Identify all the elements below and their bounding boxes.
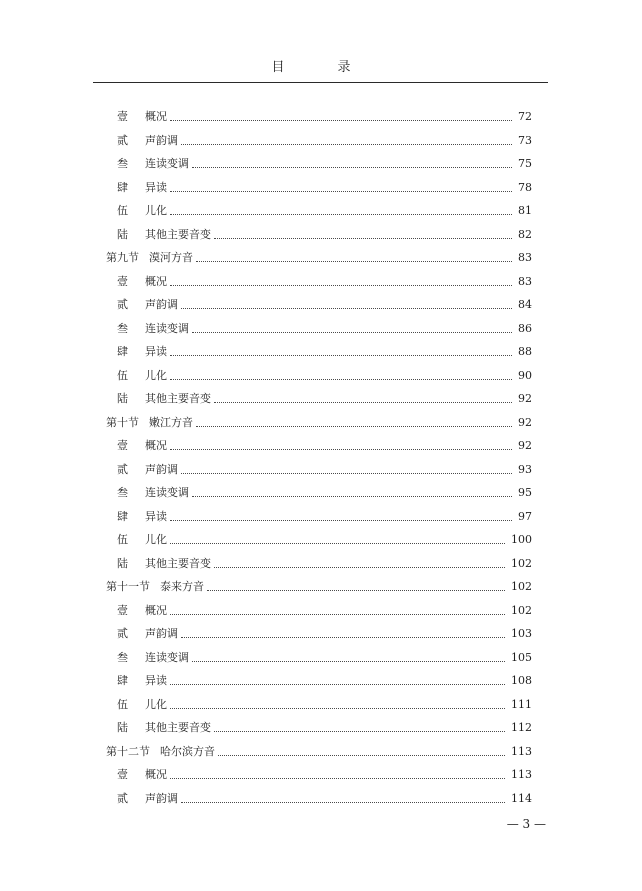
toc-subsection-title: 其他主要音变 bbox=[145, 556, 211, 570]
toc-page-number: 111 bbox=[511, 697, 532, 711]
page-title: 目 录 bbox=[271, 60, 371, 75]
toc-subsection-label bbox=[117, 486, 189, 500]
toc-subsection-title: 儿化 bbox=[145, 368, 167, 382]
toc-section-label bbox=[106, 745, 215, 759]
toc-subsection-row bbox=[117, 598, 532, 618]
toc-subsection-label bbox=[117, 533, 167, 547]
toc-page-number: 103 bbox=[511, 627, 532, 640]
toc-section-label bbox=[106, 416, 193, 430]
toc-subsection-row bbox=[117, 692, 532, 712]
toc-page-number: 75 bbox=[518, 157, 532, 170]
toc-section-label bbox=[106, 580, 204, 594]
toc-subsection-number: 伍 bbox=[117, 697, 128, 711]
toc-subsection-number: 陆 bbox=[117, 227, 128, 241]
toc-subsection-title: 概况 bbox=[145, 274, 167, 288]
toc-subsection-label bbox=[117, 698, 167, 712]
toc-page-number: 84 bbox=[518, 298, 532, 311]
toc-subsection-row bbox=[117, 292, 532, 312]
toc-subsection-label bbox=[117, 110, 167, 124]
toc-subsection-row bbox=[117, 457, 532, 477]
toc-leader-dots bbox=[181, 637, 505, 638]
toc-subsection-title: 连读变调 bbox=[145, 650, 189, 664]
toc-leader-dots bbox=[170, 120, 512, 121]
toc-subsection-number: 陆 bbox=[117, 721, 128, 734]
toc-leader-dots bbox=[170, 191, 512, 192]
toc-section-number: 第十二节 bbox=[106, 744, 150, 758]
toc-subsection-number: 叁 bbox=[117, 157, 128, 170]
toc-subsection-title: 声韵调 bbox=[145, 791, 178, 805]
toc-subsection-title: 声韵调 bbox=[145, 298, 178, 311]
toc-subsection-number: 伍 bbox=[117, 533, 128, 546]
toc-subsection-row bbox=[117, 128, 532, 148]
toc-leader-dots bbox=[170, 684, 505, 685]
page-number-footer: — 3 — bbox=[506, 817, 546, 831]
toc-section-number: 第十节 bbox=[106, 415, 139, 429]
toc-subsection-title: 其他主要音变 bbox=[145, 392, 211, 405]
toc-subsection-row bbox=[117, 316, 532, 336]
toc-subsection-number: 伍 bbox=[117, 204, 128, 217]
toc-leader-dots bbox=[170, 285, 512, 286]
toc-subsection-title: 概况 bbox=[145, 603, 167, 617]
toc-subsection-title: 异读 bbox=[145, 674, 167, 687]
toc-subsection-label bbox=[117, 439, 167, 453]
toc-page-number: 78 bbox=[518, 180, 532, 194]
toc-subsection-number: 壹 bbox=[117, 274, 128, 288]
toc-subsection-title: 其他主要音变 bbox=[145, 721, 211, 734]
toc-subsection-number: 肆 bbox=[117, 674, 128, 687]
toc-subsection-number: 壹 bbox=[117, 110, 128, 123]
toc-section-row bbox=[106, 410, 532, 430]
toc-leader-dots bbox=[170, 355, 512, 356]
toc-subsection-number: 伍 bbox=[117, 368, 128, 382]
toc-page-number: 102 bbox=[511, 556, 532, 570]
toc-page-number: 97 bbox=[518, 509, 532, 523]
toc-leader-dots bbox=[181, 308, 512, 309]
toc-subsection-number: 陆 bbox=[117, 392, 128, 405]
toc-subsection-row bbox=[117, 339, 532, 359]
toc-subsection-title: 异读 bbox=[145, 180, 167, 194]
toc-subsection-number: 叁 bbox=[117, 486, 128, 499]
toc-subsection-label bbox=[117, 674, 167, 688]
toc-leader-dots bbox=[214, 731, 505, 732]
toc-subsection-label bbox=[117, 392, 211, 406]
toc-subsection-row bbox=[117, 222, 532, 242]
toc-leader-dots bbox=[192, 496, 512, 497]
toc-subsection-label bbox=[117, 275, 167, 289]
toc-leader-dots bbox=[192, 167, 512, 168]
toc-leader-dots bbox=[170, 543, 505, 544]
toc-leader-dots bbox=[207, 590, 505, 591]
toc-subsection-number: 贰 bbox=[117, 627, 128, 640]
toc-subsection-row bbox=[117, 480, 532, 500]
toc-page-number: 113 bbox=[511, 744, 532, 758]
toc-subsection-row bbox=[117, 715, 532, 735]
toc-subsection-row bbox=[117, 151, 532, 171]
toc-subsection-title: 异读 bbox=[145, 345, 167, 358]
toc-subsection-row bbox=[117, 762, 532, 782]
toc-leader-dots bbox=[214, 402, 512, 403]
toc-subsection-label bbox=[117, 604, 167, 618]
toc-subsection-number: 贰 bbox=[117, 133, 128, 147]
toc-subsection-row bbox=[117, 645, 532, 665]
toc-subsection-title: 概况 bbox=[145, 768, 167, 781]
toc-section-title: 哈尔滨方音 bbox=[160, 744, 215, 758]
toc-page-number: 108 bbox=[511, 674, 532, 687]
toc-subsection-title: 声韵调 bbox=[145, 627, 178, 640]
toc-subsection-row bbox=[117, 386, 532, 406]
toc-subsection-title: 儿化 bbox=[145, 533, 167, 546]
toc-subsection-label bbox=[117, 204, 167, 218]
toc-subsection-number: 肆 bbox=[117, 345, 128, 358]
toc-subsection-number: 贰 bbox=[117, 462, 128, 476]
toc-subsection-title: 概况 bbox=[145, 110, 167, 123]
toc-subsection-number: 叁 bbox=[117, 321, 128, 335]
toc-page-number: 83 bbox=[518, 251, 532, 264]
toc-subsection-title: 声韵调 bbox=[145, 133, 178, 147]
toc-page-number: 82 bbox=[518, 227, 532, 241]
toc-section-title: 漠河方音 bbox=[149, 251, 193, 264]
toc-subsection-row bbox=[117, 104, 532, 124]
toc-subsection-label bbox=[117, 463, 178, 477]
toc-subsection-label bbox=[117, 228, 211, 242]
toc-page-number: 92 bbox=[518, 392, 532, 405]
toc-subsection-number: 贰 bbox=[117, 298, 128, 311]
toc-subsection-number: 壹 bbox=[117, 439, 128, 452]
toc-subsection-number: 肆 bbox=[117, 509, 128, 523]
toc-leader-dots bbox=[170, 214, 512, 215]
toc-leader-dots bbox=[170, 778, 505, 779]
toc-subsection-row bbox=[117, 363, 532, 383]
toc-section-title: 泰来方音 bbox=[160, 580, 204, 593]
toc-subsection-number: 陆 bbox=[117, 556, 128, 570]
toc-page-number: 102 bbox=[511, 603, 532, 617]
toc-subsection-row bbox=[117, 668, 532, 688]
toc-page-number: 113 bbox=[511, 768, 532, 781]
toc-page-number: 102 bbox=[511, 580, 532, 593]
header-divider bbox=[93, 82, 548, 83]
toc-subsection-label bbox=[117, 651, 189, 665]
toc-page-number: 93 bbox=[518, 462, 532, 476]
toc-subsection-label bbox=[117, 134, 178, 148]
toc-subsection-row bbox=[117, 175, 532, 195]
toc-subsection-title: 其他主要音变 bbox=[145, 227, 211, 241]
toc-subsection-title: 连读变调 bbox=[145, 321, 189, 335]
toc-section-row bbox=[106, 739, 532, 759]
toc-subsection-number: 肆 bbox=[117, 180, 128, 194]
toc-section-label bbox=[106, 251, 193, 265]
toc-leader-dots bbox=[181, 473, 512, 474]
toc-page-number: 92 bbox=[518, 439, 532, 452]
toc-subsection-row bbox=[117, 198, 532, 218]
toc-subsection-label bbox=[117, 721, 211, 735]
toc-page-number: 88 bbox=[518, 345, 532, 358]
toc-leader-dots bbox=[170, 520, 512, 521]
toc-subsection-title: 儿化 bbox=[145, 204, 167, 217]
toc-subsection-title: 概况 bbox=[145, 439, 167, 452]
toc-subsection-label bbox=[117, 298, 178, 312]
toc-leader-dots bbox=[196, 426, 512, 427]
toc-subsection-row bbox=[117, 551, 532, 571]
toc-page-number: 95 bbox=[518, 486, 532, 499]
toc-subsection-title: 异读 bbox=[145, 509, 167, 523]
toc-subsection-label bbox=[117, 510, 167, 524]
toc-leader-dots bbox=[214, 567, 505, 568]
toc-leader-dots bbox=[192, 332, 512, 333]
toc-leader-dots bbox=[170, 379, 512, 380]
toc-subsection-row bbox=[117, 527, 532, 547]
toc-page-number: 83 bbox=[518, 274, 532, 288]
toc-subsection-label bbox=[117, 557, 211, 571]
toc-subsection-label bbox=[117, 345, 167, 359]
toc-subsection-label bbox=[117, 157, 189, 171]
toc-leader-dots bbox=[181, 144, 512, 145]
toc-leader-dots bbox=[218, 755, 505, 756]
toc-leader-dots bbox=[192, 661, 505, 662]
toc-leader-dots bbox=[196, 261, 512, 262]
toc-subsection-number: 贰 bbox=[117, 791, 128, 805]
toc-leader-dots bbox=[214, 238, 512, 239]
toc-page-number: 90 bbox=[518, 368, 532, 382]
toc-page-number: 100 bbox=[511, 533, 532, 546]
toc-subsection-number: 壹 bbox=[117, 603, 128, 617]
toc-section-number: 第九节 bbox=[106, 251, 139, 264]
toc-subsection-label bbox=[117, 627, 178, 641]
toc-page-number: 72 bbox=[518, 110, 532, 123]
toc-page-number: 105 bbox=[511, 650, 532, 664]
toc-subsection-label bbox=[117, 768, 167, 782]
toc-subsection-label bbox=[117, 181, 167, 195]
toc-subsection-title: 声韵调 bbox=[145, 462, 178, 476]
toc-subsection-row bbox=[117, 433, 532, 453]
toc-leader-dots bbox=[170, 614, 505, 615]
toc-section-row bbox=[106, 574, 532, 594]
toc-section-number: 第十一节 bbox=[106, 580, 150, 593]
toc-subsection-label bbox=[117, 792, 178, 806]
toc-section-title: 嫩江方音 bbox=[149, 415, 193, 429]
toc-leader-dots bbox=[170, 449, 512, 450]
toc-subsection-number: 壹 bbox=[117, 768, 128, 781]
toc-page-number: 81 bbox=[518, 204, 532, 217]
toc-leader-dots bbox=[181, 802, 505, 803]
toc-subsection-title: 儿化 bbox=[145, 697, 167, 711]
toc-page-number: 92 bbox=[518, 415, 532, 429]
toc-subsection-row bbox=[117, 269, 532, 289]
toc-subsection-title: 连读变调 bbox=[145, 157, 189, 170]
toc-leader-dots bbox=[170, 708, 505, 709]
toc-page-number: 114 bbox=[511, 791, 532, 805]
toc-page-number: 73 bbox=[518, 133, 532, 147]
toc-page-number: 86 bbox=[518, 321, 532, 335]
toc-page-number: 112 bbox=[511, 721, 532, 734]
toc-subsection-row bbox=[117, 504, 532, 524]
toc-subsection-title: 连读变调 bbox=[145, 486, 189, 499]
toc-section-row bbox=[106, 245, 532, 265]
toc-subsection-row bbox=[117, 786, 532, 806]
toc-subsection-label bbox=[117, 369, 167, 383]
toc-subsection-number: 叁 bbox=[117, 650, 128, 664]
toc-subsection-row bbox=[117, 621, 532, 641]
toc-subsection-label bbox=[117, 322, 189, 336]
